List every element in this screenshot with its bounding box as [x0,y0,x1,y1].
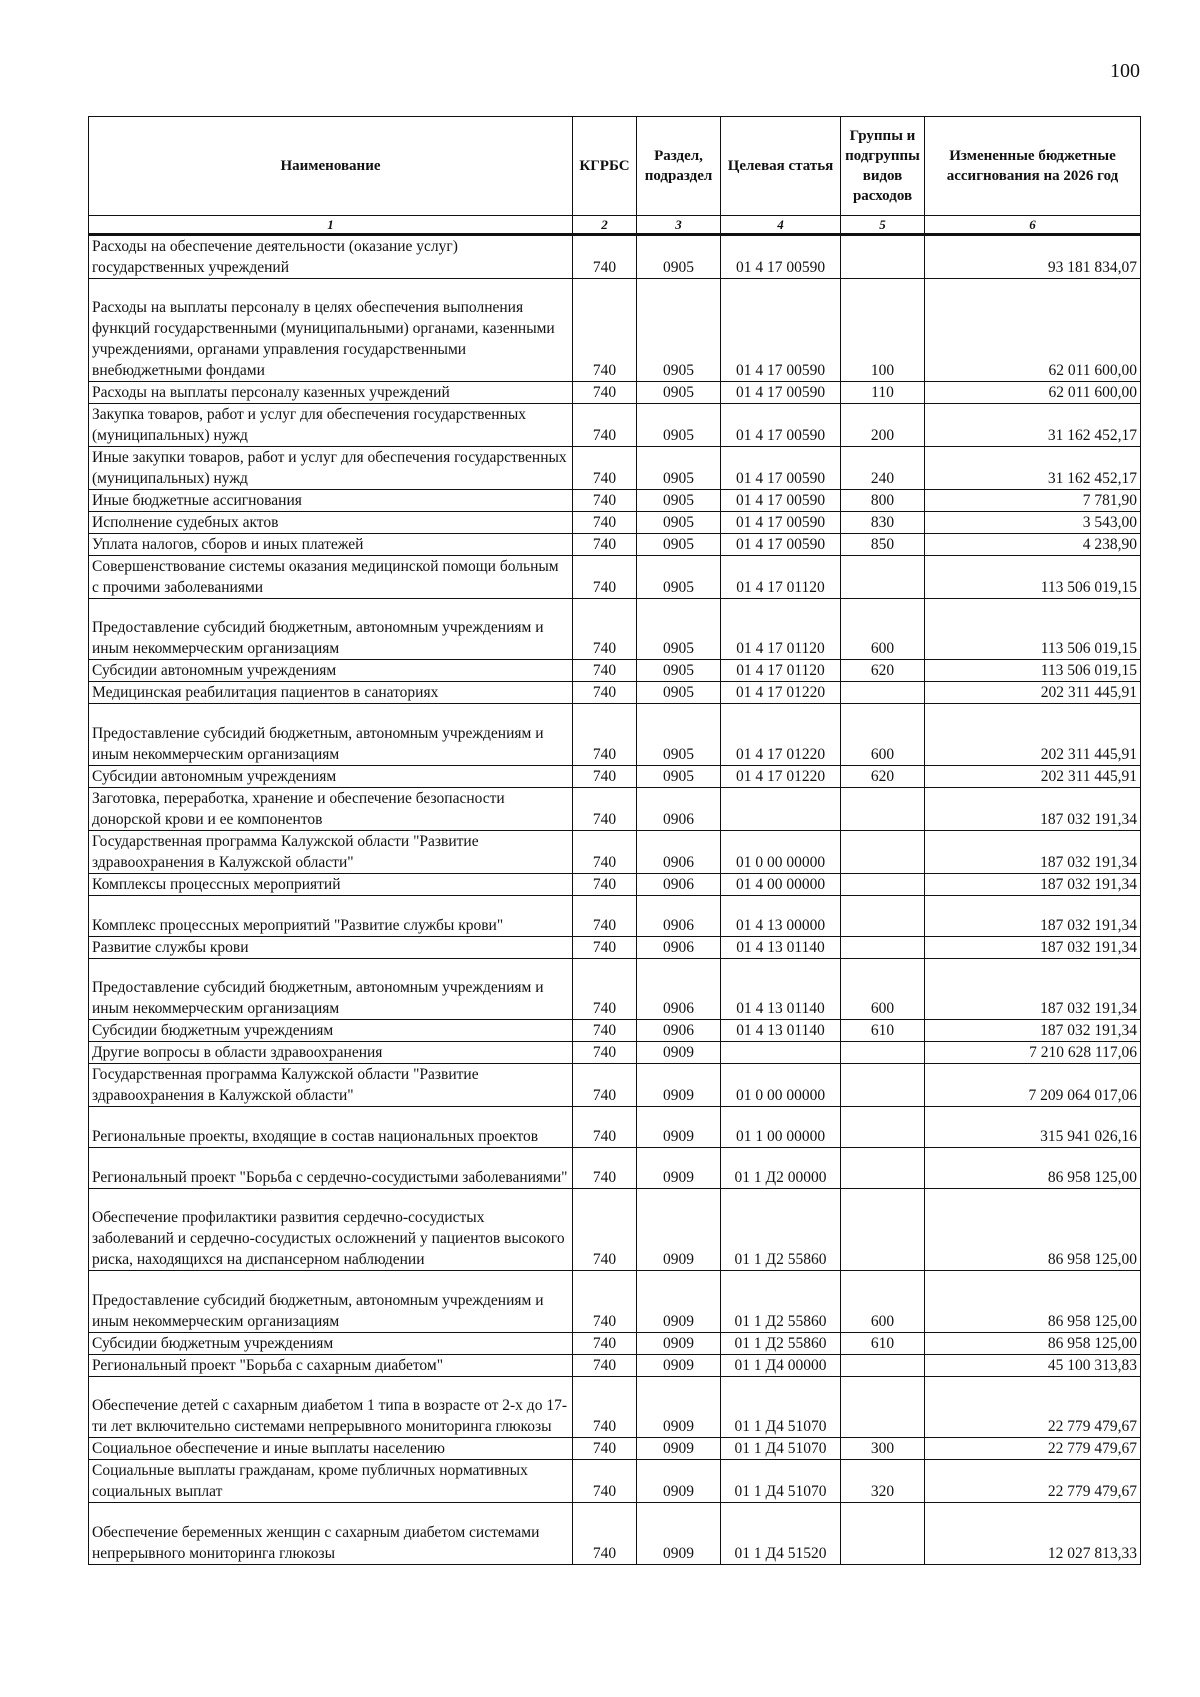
row-name-cell: Региональный проект "Борьба с сердечно-сосудистыми заболеваниями" [89,1148,573,1189]
row-kgrbs-cell: 740 [573,1042,637,1064]
row-section-cell: 0905 [637,660,721,682]
row-amount-cell: 86 958 125,00 [925,1271,1141,1333]
row-group-cell: 320 [841,1460,925,1503]
row-section-cell: 0905 [637,511,721,533]
table-row [89,1271,1141,1333]
row-amount-cell: 187 032 191,34 [925,830,1141,873]
row-group-cell [841,555,925,598]
row-target-cell: 01 4 17 00590 [721,446,841,489]
row-kgrbs-cell: 740 [573,958,637,1020]
column-number: 1 [89,216,573,235]
row-group-cell [841,1503,925,1565]
row-section-cell: 0905 [637,381,721,403]
row-section-cell: 0906 [637,1020,721,1042]
row-amount-cell: 202 311 445,91 [925,765,1141,787]
row-kgrbs-cell: 740 [573,1503,637,1565]
table-row [89,936,1141,958]
row-group-cell: 610 [841,1332,925,1354]
row-section-cell: 0909 [637,1354,721,1376]
row-group-cell [841,873,925,895]
row-group-cell [841,1148,925,1189]
row-kgrbs-cell: 740 [573,1376,637,1438]
row-section-cell: 0909 [637,1376,721,1438]
header-name: Наименование [89,117,573,216]
row-kgrbs-cell: 740 [573,381,637,403]
row-kgrbs-cell: 740 [573,555,637,598]
row-name-cell: Социальные выплаты гражданам, кроме публичных нормативных социальных выплат [89,1460,573,1503]
row-group-cell [841,235,925,279]
row-target-cell: 01 1 Д4 51070 [721,1460,841,1503]
row-name-cell: Расходы на обеспечение деятельности (оказание услуг) государственных учреждений [89,235,573,279]
row-group-cell: 600 [841,704,925,766]
row-kgrbs-cell: 740 [573,1148,637,1189]
row-group-cell: 620 [841,765,925,787]
row-target-cell: 01 4 17 01220 [721,682,841,704]
row-name-cell: Обеспечение беременных женщин с сахарным диабетом системами непрерывного мониторинга глюкозы [89,1503,573,1565]
table-row [89,704,1141,766]
row-target-cell: 01 4 17 01120 [721,555,841,598]
row-amount-cell: 31 162 452,17 [925,446,1141,489]
table-row [89,895,1141,936]
row-kgrbs-cell: 740 [573,403,637,446]
row-section-cell: 0906 [637,830,721,873]
row-section-cell: 0905 [637,598,721,660]
row-section-cell: 0905 [637,533,721,555]
table-row [89,533,1141,555]
row-kgrbs-cell: 740 [573,446,637,489]
column-number: 2 [573,216,637,235]
row-amount-cell: 202 311 445,91 [925,704,1141,766]
column-number-row [89,216,1141,235]
row-kgrbs-cell: 740 [573,1438,637,1460]
row-amount-cell: 62 011 600,00 [925,381,1141,403]
row-group-cell [841,787,925,830]
row-section-cell: 0909 [637,1189,721,1271]
row-group-cell [841,830,925,873]
row-target-cell: 01 4 17 00590 [721,279,841,382]
row-target-cell: 01 4 17 00590 [721,533,841,555]
row-group-cell [841,1042,925,1064]
row-kgrbs-cell: 740 [573,660,637,682]
row-amount-cell: 12 027 813,33 [925,1503,1141,1565]
table-row [89,1107,1141,1148]
row-section-cell: 0906 [637,936,721,958]
page-number: 100 [1110,60,1140,82]
row-name-cell: Региональный проект "Борьба с сахарным диабетом" [89,1354,573,1376]
header-groups: Группы и подгруппы видов расходов [841,117,925,216]
row-target-cell: 01 1 Д4 51520 [721,1503,841,1565]
row-name-cell: Расходы на выплаты персоналу в целях обеспечения выполнения функций государственными (муниципальными) органами, казенными учреждениями, органами управления государственными внебюджетными фондами [89,279,573,382]
header-amount: Измененные бюджетные ассигнования на 2026 год [925,117,1141,216]
table-row [89,1376,1141,1438]
row-target-cell: 01 0 00 00000 [721,830,841,873]
row-target-cell: 01 4 17 00590 [721,511,841,533]
row-amount-cell: 3 543,00 [925,511,1141,533]
row-kgrbs-cell: 740 [573,787,637,830]
budget-table [88,116,1141,1565]
row-section-cell: 0909 [637,1460,721,1503]
row-name-cell: Субсидии бюджетным учреждениям [89,1020,573,1042]
row-kgrbs-cell: 740 [573,682,637,704]
row-target-cell: 01 4 13 00000 [721,895,841,936]
row-group-cell: 800 [841,489,925,511]
row-group-cell [841,1354,925,1376]
table-row [89,660,1141,682]
row-kgrbs-cell: 740 [573,511,637,533]
row-section-cell: 0905 [637,446,721,489]
row-section-cell: 0909 [637,1042,721,1064]
row-group-cell: 110 [841,381,925,403]
row-amount-cell: 113 506 019,15 [925,598,1141,660]
row-amount-cell: 22 779 479,67 [925,1438,1141,1460]
row-group-cell [841,936,925,958]
row-kgrbs-cell: 740 [573,533,637,555]
row-group-cell: 850 [841,533,925,555]
row-amount-cell: 202 311 445,91 [925,682,1141,704]
column-number: 5 [841,216,925,235]
row-kgrbs-cell: 740 [573,1354,637,1376]
row-kgrbs-cell: 740 [573,704,637,766]
row-target-cell: 01 1 Д4 00000 [721,1354,841,1376]
row-name-cell: Предоставление субсидий бюджетным, автономным учреждениям и иным некоммерческим организациям [89,958,573,1020]
row-target-cell: 01 4 17 01120 [721,598,841,660]
row-amount-cell: 22 779 479,67 [925,1460,1141,1503]
header-row [89,117,1141,216]
row-group-cell: 620 [841,660,925,682]
row-section-cell: 0909 [637,1271,721,1333]
row-name-cell: Заготовка, переработка, хранение и обеспечение безопасности донорской крови и ее компонентов [89,787,573,830]
row-kgrbs-cell: 740 [573,1064,637,1107]
row-kgrbs-cell: 740 [573,936,637,958]
row-target-cell: 01 4 13 01140 [721,958,841,1020]
row-section-cell: 0905 [637,489,721,511]
row-target-cell: 01 1 Д4 51070 [721,1376,841,1438]
row-target-cell: 01 4 13 01140 [721,936,841,958]
row-group-cell: 610 [841,1020,925,1042]
row-section-cell: 0905 [637,682,721,704]
row-section-cell: 0909 [637,1332,721,1354]
table-row [89,787,1141,830]
row-section-cell: 0905 [637,279,721,382]
row-name-cell: Расходы на выплаты персоналу казенных учреждений [89,381,573,403]
row-amount-cell: 22 779 479,67 [925,1376,1141,1438]
row-target-cell: 01 1 Д2 55860 [721,1189,841,1271]
row-amount-cell: 86 958 125,00 [925,1332,1141,1354]
row-group-cell: 600 [841,1271,925,1333]
table-row [89,682,1141,704]
row-kgrbs-cell: 740 [573,489,637,511]
row-kgrbs-cell: 740 [573,830,637,873]
table-row [89,958,1141,1020]
table-row [89,830,1141,873]
row-name-cell: Государственная программа Калужской области "Развитие здравоохранения в Калужской области" [89,1064,573,1107]
row-group-cell: 600 [841,598,925,660]
table-row [89,381,1141,403]
row-kgrbs-cell: 740 [573,1107,637,1148]
table-row [89,873,1141,895]
row-name-cell: Обеспечение детей с сахарным диабетом 1 типа в возрасте от 2-х до 17-ти лет включительно системами непрерывного мониторинга глюкозы [89,1376,573,1438]
row-name-cell: Развитие службы крови [89,936,573,958]
row-amount-cell: 187 032 191,34 [925,1020,1141,1042]
row-name-cell: Уплата налогов, сборов и иных платежей [89,533,573,555]
row-amount-cell: 45 100 313,83 [925,1354,1141,1376]
table-row [89,765,1141,787]
table-row [89,446,1141,489]
column-number: 3 [637,216,721,235]
row-target-cell: 01 4 17 01220 [721,765,841,787]
row-section-cell: 0909 [637,1438,721,1460]
table-row [89,598,1141,660]
row-amount-cell: 7 209 064 017,06 [925,1064,1141,1107]
table-row [89,1438,1141,1460]
row-amount-cell: 7 781,90 [925,489,1141,511]
row-group-cell [841,895,925,936]
row-group-cell [841,1376,925,1438]
row-target-cell: 01 4 17 00590 [721,489,841,511]
column-number: 6 [925,216,1141,235]
row-target-cell: 01 4 17 01220 [721,704,841,766]
row-amount-cell: 86 958 125,00 [925,1189,1141,1271]
table-row [89,235,1141,279]
row-name-cell: Комплекс процессных мероприятий "Развитие службы крови" [89,895,573,936]
row-kgrbs-cell: 740 [573,895,637,936]
table-row [89,489,1141,511]
row-amount-cell: 187 032 191,34 [925,873,1141,895]
row-amount-cell: 7 210 628 117,06 [925,1042,1141,1064]
row-group-cell: 240 [841,446,925,489]
table-row [89,555,1141,598]
row-name-cell: Обеспечение профилактики развития сердечно-сосудистых заболеваний и сердечно-сосудистых осложнений у пациентов высокого риска, находящихся на диспансерном наблюдении [89,1189,573,1271]
row-name-cell: Другие вопросы в области здравоохранения [89,1042,573,1064]
row-target-cell: 01 4 17 00590 [721,381,841,403]
row-amount-cell: 93 181 834,07 [925,235,1141,279]
row-section-cell: 0905 [637,235,721,279]
row-section-cell: 0905 [637,704,721,766]
row-target-cell: 01 4 17 01120 [721,660,841,682]
row-amount-cell: 187 032 191,34 [925,936,1141,958]
row-target-cell [721,787,841,830]
row-name-cell: Закупка товаров, работ и услуг для обеспечения государственных (муниципальных) нужд [89,403,573,446]
row-group-cell: 100 [841,279,925,382]
row-target-cell: 01 0 00 00000 [721,1064,841,1107]
row-target-cell: 01 4 13 01140 [721,1020,841,1042]
table-row [89,1189,1141,1271]
column-number: 4 [721,216,841,235]
table-row [89,1148,1141,1189]
row-kgrbs-cell: 740 [573,1020,637,1042]
row-group-cell [841,1189,925,1271]
row-kgrbs-cell: 740 [573,1460,637,1503]
row-amount-cell: 187 032 191,34 [925,895,1141,936]
row-section-cell: 0906 [637,895,721,936]
row-target-cell: 01 1 00 00000 [721,1107,841,1148]
row-group-cell [841,1107,925,1148]
row-name-cell: Предоставление субсидий бюджетным, автономным учреждениям и иным некоммерческим организациям [89,704,573,766]
row-target-cell: 01 1 Д2 00000 [721,1148,841,1189]
row-kgrbs-cell: 740 [573,235,637,279]
table-row [89,1042,1141,1064]
table-row [89,1064,1141,1107]
row-section-cell: 0905 [637,765,721,787]
row-section-cell: 0909 [637,1107,721,1148]
row-name-cell: Государственная программа Калужской области "Развитие здравоохранения в Калужской области" [89,830,573,873]
row-target-cell: 01 1 Д2 55860 [721,1271,841,1333]
row-group-cell [841,682,925,704]
row-group-cell: 300 [841,1438,925,1460]
header-target: Целевая статья [721,117,841,216]
row-name-cell: Региональные проекты, входящие в состав национальных проектов [89,1107,573,1148]
row-name-cell: Совершенствование системы оказания медицинской помощи больным с прочими заболеваниями [89,555,573,598]
row-name-cell: Субсидии автономным учреждениям [89,660,573,682]
row-kgrbs-cell: 740 [573,1189,637,1271]
row-group-cell: 830 [841,511,925,533]
table-row [89,1354,1141,1376]
table-row [89,279,1141,382]
row-kgrbs-cell: 740 [573,1271,637,1333]
table-row [89,403,1141,446]
row-name-cell: Предоставление субсидий бюджетным, автономным учреждениям и иным некоммерческим организациям [89,1271,573,1333]
row-kgrbs-cell: 740 [573,598,637,660]
row-amount-cell: 113 506 019,15 [925,660,1141,682]
table-row [89,1020,1141,1042]
row-name-cell: Медицинская реабилитация пациентов в санаториях [89,682,573,704]
row-target-cell: 01 1 Д4 51070 [721,1438,841,1460]
row-name-cell: Исполнение судебных актов [89,511,573,533]
row-amount-cell: 315 941 026,16 [925,1107,1141,1148]
row-amount-cell: 86 958 125,00 [925,1148,1141,1189]
row-section-cell: 0906 [637,873,721,895]
row-target-cell: 01 1 Д2 55860 [721,1332,841,1354]
row-name-cell: Иные закупки товаров, работ и услуг для обеспечения государственных (муниципальных) нужд [89,446,573,489]
row-name-cell: Социальное обеспечение и иные выплаты населению [89,1438,573,1460]
table-row [89,511,1141,533]
row-kgrbs-cell: 740 [573,873,637,895]
row-section-cell: 0909 [637,1503,721,1565]
row-name-cell: Иные бюджетные ассигнования [89,489,573,511]
row-amount-cell: 4 238,90 [925,533,1141,555]
row-target-cell [721,1042,841,1064]
row-name-cell: Субсидии бюджетным учреждениям [89,1332,573,1354]
row-kgrbs-cell: 740 [573,765,637,787]
row-section-cell: 0905 [637,403,721,446]
table-row [89,1332,1141,1354]
row-section-cell: 0909 [637,1148,721,1189]
row-group-cell [841,1064,925,1107]
row-amount-cell: 187 032 191,34 [925,787,1141,830]
row-amount-cell: 31 162 452,17 [925,403,1141,446]
row-group-cell: 600 [841,958,925,1020]
row-name-cell: Субсидии автономным учреждениям [89,765,573,787]
row-group-cell: 200 [841,403,925,446]
table-row [89,1503,1141,1565]
row-section-cell: 0906 [637,958,721,1020]
table-row [89,1460,1141,1503]
row-name-cell: Предоставление субсидий бюджетным, автономным учреждениям и иным некоммерческим организациям [89,598,573,660]
row-section-cell: 0909 [637,1064,721,1107]
row-target-cell: 01 4 00 00000 [721,873,841,895]
row-target-cell: 01 4 17 00590 [721,235,841,279]
header-kgrbs: КГРБС [573,117,637,216]
row-amount-cell: 62 011 600,00 [925,279,1141,382]
row-target-cell: 01 4 17 00590 [721,403,841,446]
row-kgrbs-cell: 740 [573,1332,637,1354]
row-kgrbs-cell: 740 [573,279,637,382]
row-amount-cell: 113 506 019,15 [925,555,1141,598]
row-name-cell: Комплексы процессных мероприятий [89,873,573,895]
row-section-cell: 0905 [637,555,721,598]
row-section-cell: 0906 [637,787,721,830]
row-amount-cell: 187 032 191,34 [925,958,1141,1020]
header-section: Раздел, подраздел [637,117,721,216]
